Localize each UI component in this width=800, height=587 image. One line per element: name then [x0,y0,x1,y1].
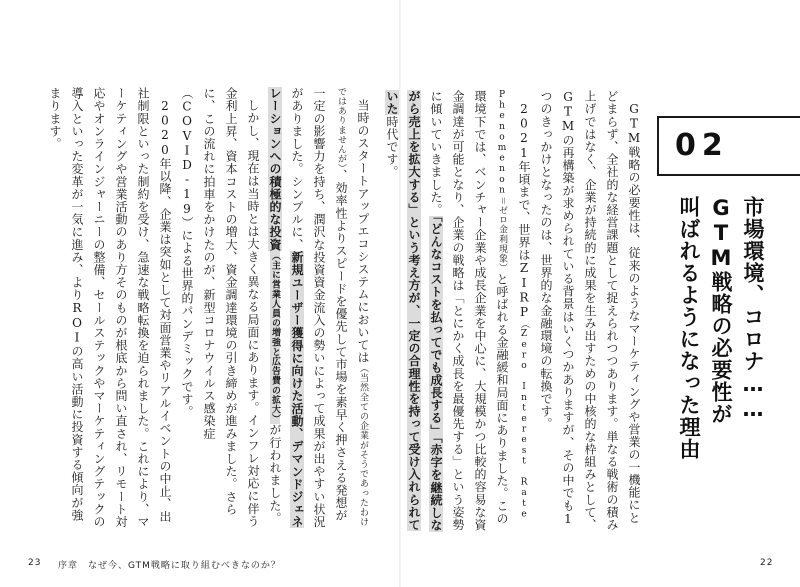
right-page-number: 22 [760,558,774,568]
annotation-note: （当然全ての企業がそうであったわけではありませんが） [336,87,368,527]
section-title-line-3: 叫ばれるようになった理由 [677,196,701,460]
annotation-note: （Zero Interest Rate Phenomenon＝ゼロ金利現象） [497,90,529,521]
left-page-number: 23 [28,558,42,568]
paragraph-zirp: 2021年頃まで、世界はZIRP（Zero Interest Rate Phenomenon＝ゼロ金利現象）と呼ばれる金融緩和局面にありました。この環境下では、ベンチャー企業や成長企業を中心に、大規模かつ比較的容易な資金調達が可能となり、企業の戦略は「とにかく成長を最優先する」という姿勢に傾いていきました。「どんなコストを払ってでも成長する」「赤字を継続しながら売上を拡大する」という考え方が、一定の合理性を持って受け入れられていた時代です。 [385,90,531,532]
chapter-number: 02 [675,128,729,163]
section-title-line-2: GTM戦略の必要性が [709,196,733,425]
highlight-phrase: 「どんなコストを払ってでも成長する」「赤字を継続しながら売上を拡大する」という考え方が、一定の合理性を持って受け入れられていた [385,90,443,532]
running-head: 序章 なぜ今、GTM戦略に取り組むべきなのか？ [58,561,281,571]
paragraph-startup-era: 当時のスタートアップエコシステムにおいては（当然全ての企業がそうであったわけではありませんが）、効率性よりスピードを優先して市場を素早く押さえる発想が一定の影響力を持ち、潤沢な投資資金流入の勢いによって成果が出やすい状況がありました。シンプルに、新規ユーザー獲得に向けた活動、デマンドジェネレーションへの積極的な投資（主に営業人員の増強と広告費の拡大）が行われました。 [268,87,370,529]
paragraph-2020: 2020年以降、企業は突如として対面営業やリアルイベントの中止、出社制限といった制約を受け、急速な戦略転換を迫られました。これにより、マーケティングや営業活動のあり方そのものが根底から問い直され、リモート対応やオンラインジャーニーの整備、セールステックやマーケティングテックの導入といった変革が一気に進み、よりROIの高い活動に投資する傾向が強まります。 [48,87,172,528]
section-title-line-1: 市場環境、コロナ…… [741,196,765,422]
left-page-body [48,87,374,529]
highlight-note: （主に営業人員の増強と広告費の拡大） [270,250,280,424]
highlight-phrase: 新規ユーザー獲得に向けた活動、デマンドジェネレーションへの積極的な投資 [268,87,304,529]
paragraph-gtm-necessity: GTM戦略の必要性は、従来のようなマーケティングや営業の一機能にとどまらず、全社的な経営課題として捉えられつつあります。単なる戦術の積み上げではなく、企業が持続的に成果を生み出すための中核的な枠組みとして、GTMの再構築が求められている背景はいくつかありますが、その中でも1つのきっかけとなったのは、世界的な金融環境の転換です。 [539,90,641,531]
paragraph-current-phase: しかし、現在は当時とは大きく異なる局面にあります。インフレ対応に伴う金利上昇、資本コストの増大、資金調達環境の引き締めが進みました。さらに、この流れに拍車をかけたのが、新型コロナウイルス感染症（COVID-19）による世界的パンデミックです。 [180,87,260,528]
right-page-body [385,90,645,532]
